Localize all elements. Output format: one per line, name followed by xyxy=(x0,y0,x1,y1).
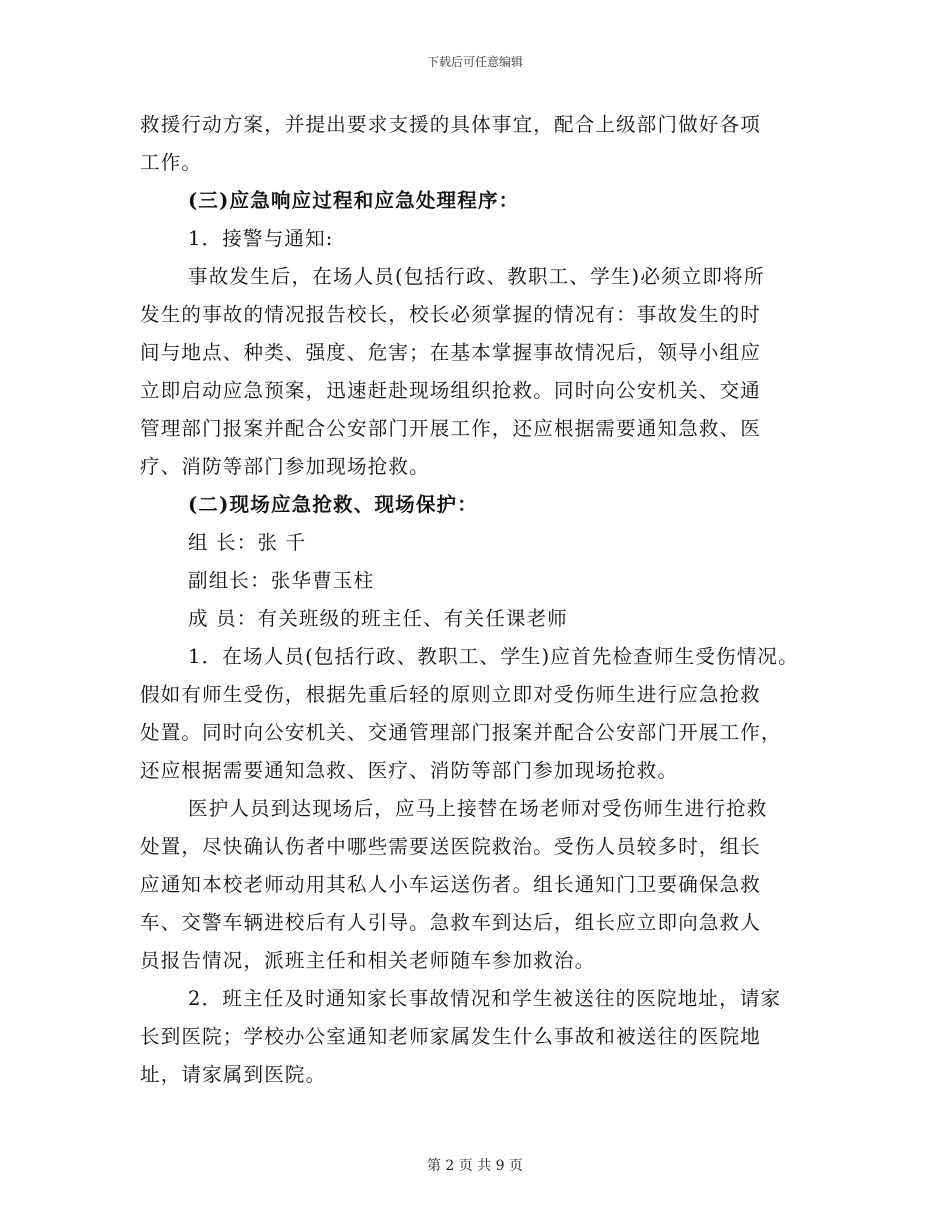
paragraph-line: 1．在场人员(包括行政、教职工、学生)应首先检查师生受伤情况。 xyxy=(188,645,799,668)
paragraph-line: 事故发生后，在场人员(包括行政、教职工、学生)必须立即将所 xyxy=(188,265,765,288)
paragraph-line: 救援行动方案，并提出要求支援的具体事宜，配合上级部门做好各项 xyxy=(140,113,762,136)
document-body xyxy=(140,106,830,1094)
section-heading: (二)现场应急抢救、现场保护： xyxy=(188,493,478,516)
paragraph-line: 址，请家属到医院。 xyxy=(140,1063,327,1086)
subheading: 1．接警与通知: xyxy=(188,227,334,250)
paragraph-line: 还应根据需要通知急救、医疗、消防等部门参加现场抢救。 xyxy=(140,759,679,782)
paragraph-line: 应通知本校老师动用其私人小车运送伤者。组长通知门卫要确保急救 xyxy=(140,873,762,896)
page-number: 第 2 页 共 9 页 xyxy=(426,1158,524,1174)
paragraph-line: 疗、消防等部门参加现场抢救。 xyxy=(140,455,430,478)
paragraph-line: 处置。同时向公安机关、交通管理部门报案并配合公安部门开展工作， xyxy=(140,721,782,744)
paragraph-line: 长到医院；学校办公室通知老师家属发生什么事故和被送往的医院地 xyxy=(140,1025,762,1048)
paragraph-line: 医护人员到达现场后，应马上接替在场老师对受伤师生进行抢救 xyxy=(188,797,768,820)
paragraph-line: 立即启动应急预案，迅速赶赴现场组织抢救。同时向公安机关、交通 xyxy=(140,379,762,402)
paragraph-line: 车、交警车辆进校后有人引导。急救车到达后，组长应立即向急救人 xyxy=(140,911,762,934)
section-heading: (三)应急响应过程和应急处理程序： xyxy=(188,189,520,212)
paragraph-line: 管理部门报案并配合公安部门开展工作，还应根据需要通知急救、医 xyxy=(140,417,762,440)
paragraph-line: 员报告情况，派班主任和相关老师随车参加救治。 xyxy=(140,949,596,972)
members-line: 成 员：有关班级的班主任、有关任课老师 xyxy=(188,607,568,630)
paragraph-line: 处置，尽快确认伤者中哪些需要送医院救治。受伤人员较多时，组长 xyxy=(140,835,762,858)
paragraph-line: 间与地点、种类、强度、危害；在基本掌握事故情况后，领导小组应 xyxy=(140,341,762,364)
paragraph-line: 2．班主任及时通知家长事故情况和学生被送往的医院地址，请家 xyxy=(188,987,782,1010)
team-leader-line: 组 长：张 千 xyxy=(188,531,307,554)
paragraph-line: 工作。 xyxy=(140,151,203,174)
paragraph-line: 发生的事故的情况报告校长，校长必须掌握的情况有：事故发生的时 xyxy=(140,303,762,326)
paragraph-line: 假如有师生受伤，根据先重后轻的原则立即对受伤师生进行应急抢救 xyxy=(140,683,762,706)
header-note: 下载后可任意编辑 xyxy=(426,55,523,69)
deputy-leader-line: 副组长：张华曹玉柱 xyxy=(188,569,375,592)
